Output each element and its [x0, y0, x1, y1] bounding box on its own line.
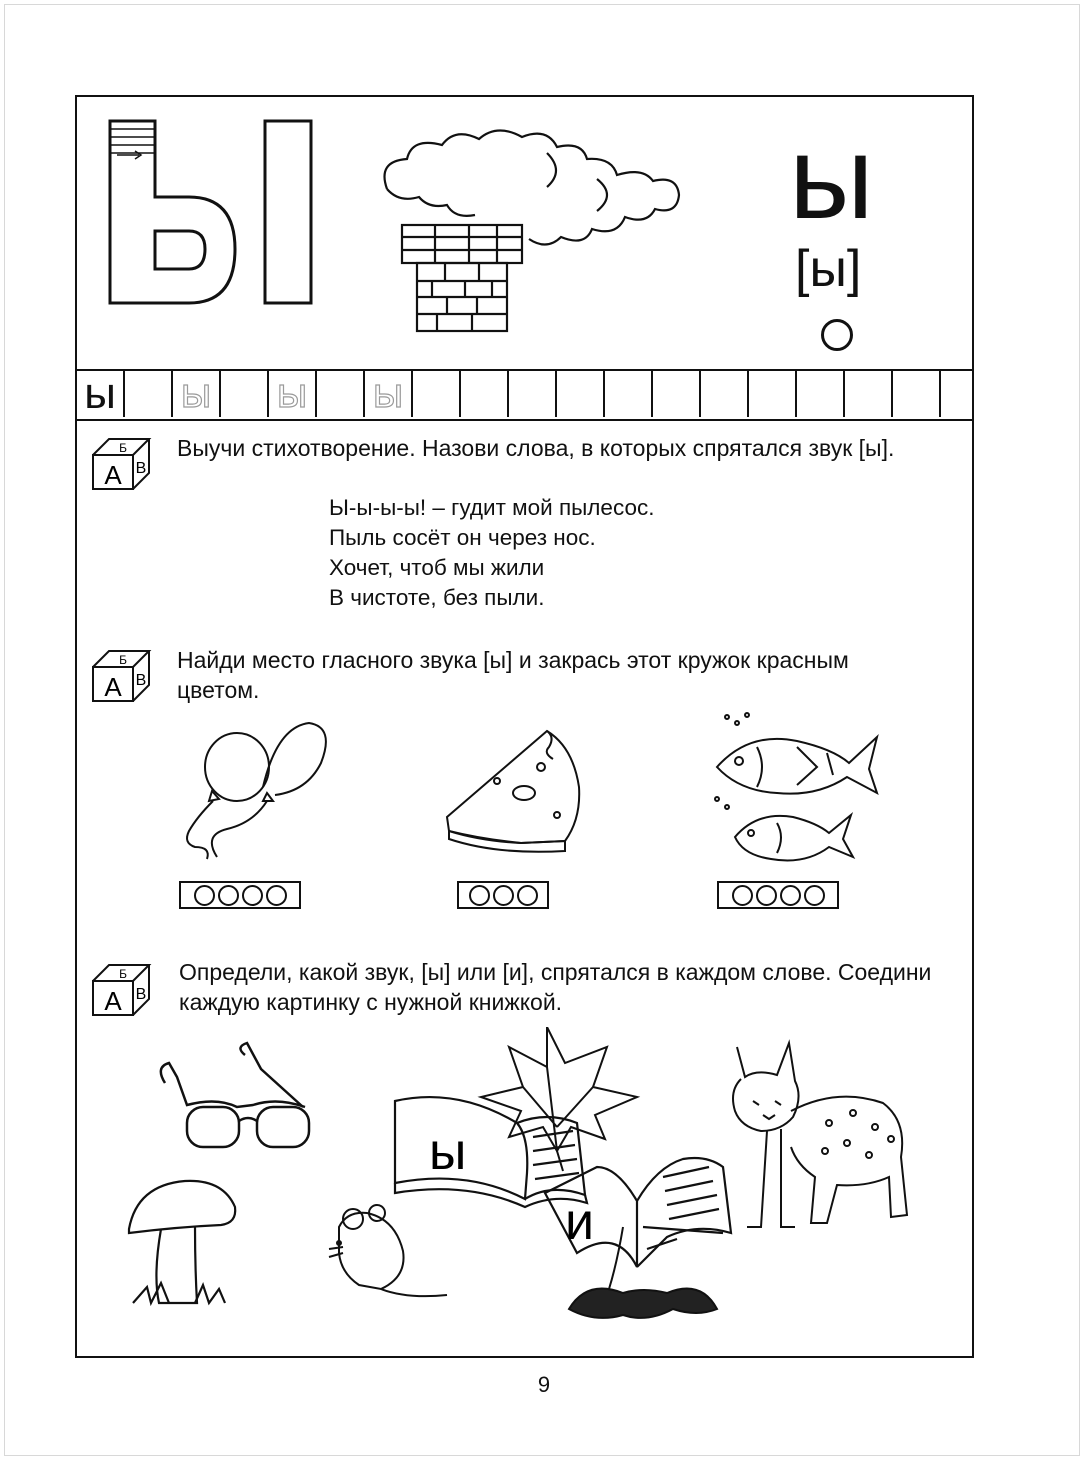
- svg-text:А: А: [104, 672, 122, 702]
- sound-circle[interactable]: [804, 885, 825, 906]
- book-letter-y: ы: [429, 1123, 467, 1181]
- copy-cell[interactable]: [413, 371, 461, 417]
- copy-cell[interactable]: [125, 371, 173, 417]
- copy-cell[interactable]: [317, 371, 365, 417]
- sound-circle[interactable]: [469, 885, 490, 906]
- transcription: [ы]: [795, 240, 862, 298]
- poem-line: Ы-ы-ы-ы! – гудит мой пылесос.: [329, 495, 655, 520]
- copy-cells: [77, 371, 972, 417]
- copy-row: [77, 371, 972, 421]
- sound-circle[interactable]: [732, 885, 753, 906]
- abc-blocks-icon: [87, 433, 153, 493]
- copy-cell[interactable]: [557, 371, 605, 417]
- task2-instruction: Найди место гласного звука [ы] и закрась этот кружок красным цветом.: [177, 647, 849, 703]
- copy-cell[interactable]: [605, 371, 653, 417]
- copy-cell[interactable]: [845, 371, 893, 417]
- cheese-icon: [447, 731, 579, 852]
- sound-scheme-balloons: [179, 881, 301, 909]
- copy-cell[interactable]: [653, 371, 701, 417]
- chimney-smoke-icon: [385, 130, 680, 331]
- maple-leaf-icon[interactable]: [481, 1027, 637, 1171]
- copy-cell[interactable]: [701, 371, 749, 417]
- abc-blocks-icon: [87, 645, 153, 705]
- svg-text:В: В: [135, 672, 147, 689]
- svg-text:А: А: [104, 986, 122, 1016]
- copy-cell-trace[interactable]: ы: [365, 371, 413, 417]
- sound-circle[interactable]: [218, 885, 239, 906]
- sound-circle[interactable]: [266, 885, 287, 906]
- svg-text:А: А: [104, 460, 122, 490]
- page-number: 9: [537, 1372, 551, 1397]
- copy-cell[interactable]: [797, 371, 845, 417]
- sound-circle[interactable]: [194, 885, 215, 906]
- letter-header: [77, 97, 972, 371]
- task3-pictures: [77, 1027, 972, 1347]
- task1-instruction: Выучи стихотворение. Назови слова, в которых спрятался звук [ы].: [177, 435, 895, 461]
- sound-circle[interactable]: [756, 885, 777, 906]
- outline-letter-icon: [110, 121, 311, 303]
- svg-text:В: В: [135, 986, 147, 1003]
- sound-scheme-cheese: [457, 881, 549, 909]
- copy-cell-sample: ы: [77, 371, 125, 417]
- book-letter-i: и: [565, 1193, 595, 1251]
- sound-circle[interactable]: [493, 885, 514, 906]
- poem-line: Пыль сосёт он через нос.: [329, 525, 596, 550]
- svg-text:Б: Б: [119, 967, 127, 981]
- poem-line: В чистоте, без пыли.: [329, 585, 545, 610]
- task3-instruction: Определи, какой звук, [ы] или [и], спрятался в каждом слове. Соедини каждую картинку с нужной книжкой.: [179, 959, 932, 1015]
- copy-cell[interactable]: [509, 371, 557, 417]
- copy-cell-trace[interactable]: ы: [173, 371, 221, 417]
- abc-blocks-icon: [87, 959, 153, 1019]
- task2-pictures: [77, 707, 972, 887]
- big-letter: ы: [789, 112, 874, 244]
- svg-text:Б: Б: [119, 653, 127, 667]
- sound-scheme-fish: [717, 881, 839, 909]
- mushroom-icon[interactable]: [129, 1181, 235, 1303]
- svg-text:В: В: [135, 460, 147, 477]
- sound-circle[interactable]: [242, 885, 263, 906]
- poem-line: Хочет, чтоб мы жили: [329, 555, 545, 580]
- copy-cell[interactable]: [893, 371, 941, 417]
- copy-cell-trace[interactable]: ы: [269, 371, 317, 417]
- svg-text:Б: Б: [119, 441, 127, 455]
- mouse-icon[interactable]: [329, 1205, 447, 1296]
- glasses-icon[interactable]: [161, 1043, 309, 1147]
- lynx-icon[interactable]: [733, 1043, 907, 1227]
- copy-cell[interactable]: [221, 371, 269, 417]
- copy-cell[interactable]: [749, 371, 797, 417]
- worksheet-frame: [75, 95, 974, 1358]
- vowel-circle-icon: [821, 319, 853, 351]
- fish-icon: [715, 713, 877, 861]
- sound-circle[interactable]: [780, 885, 801, 906]
- balloons-icon: [187, 723, 326, 859]
- sound-circle[interactable]: [517, 885, 538, 906]
- copy-cell[interactable]: [461, 371, 509, 417]
- poem: [329, 493, 654, 613]
